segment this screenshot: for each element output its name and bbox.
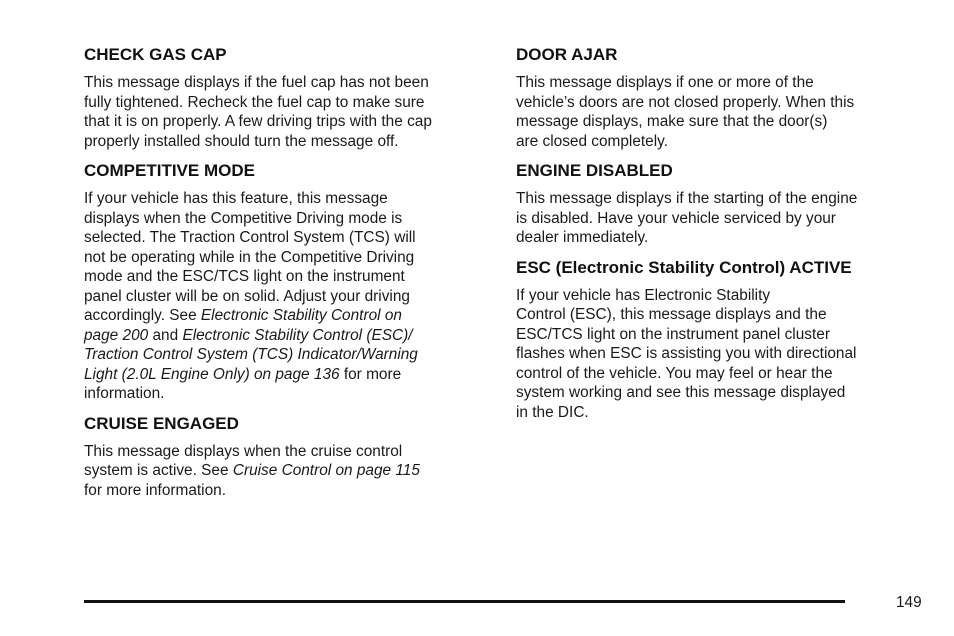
text-line: Control (ESC), this message displays and the	[516, 306, 827, 323]
text-line	[84, 461, 484, 481]
text-line: for more information.	[84, 481, 226, 499]
section-body	[516, 73, 918, 151]
text-line: displays when the Competitive Driving mode is	[84, 209, 403, 227]
text-line: mode and the ESC/TCS light on the instrument	[84, 268, 405, 285]
text-line: properly installed should turn the message off.	[84, 132, 399, 150]
text-line: dealer immediately.	[516, 229, 649, 246]
section-engine-disabled	[516, 160, 918, 248]
cross-reference-link: Cruise Control on page 115	[232, 462, 420, 479]
text-line: selected. The Traction Control System (TCS) will	[84, 229, 416, 246]
section-heading: DOOR AJAR	[516, 45, 618, 64]
text-run: system is active. See	[84, 462, 233, 479]
page-number: 149	[896, 594, 922, 611]
section-heading: ESC (Electronic Stability Control) ACTIVE	[516, 257, 852, 277]
text-run: accordingly. See	[84, 307, 201, 324]
section-heading: CHECK GAS CAP	[84, 45, 227, 64]
text-line	[84, 365, 484, 385]
text-line: message displays, make sure that the door(s)	[516, 113, 828, 130]
section-door-ajar	[516, 44, 918, 151]
cross-reference-link: Electronic Stability Control (ESC)/	[182, 326, 413, 344]
section-heading: ENGINE DISABLED	[516, 161, 673, 180]
text-line: This message displays if the fuel cap has not been	[84, 74, 429, 91]
footer-divider	[84, 600, 845, 603]
text-run: and	[148, 326, 183, 344]
text-line: system working and see this message displayed	[516, 384, 846, 401]
section-check-gas-cap	[84, 44, 484, 151]
text-line: This message displays when the cruise control	[84, 442, 403, 460]
cross-reference-link: Light (2.0L Engine Only) on page 136	[84, 365, 340, 383]
text-line: that it is on properly. A few driving trips with the cap	[84, 113, 432, 130]
section-heading: CRUISE ENGAGED	[84, 413, 239, 433]
section-esc-active	[516, 257, 918, 423]
section-cruise-engaged	[84, 413, 484, 501]
text-line: ESC/TCS light on the instrument panel cluster	[516, 325, 830, 343]
text-line: panel cluster will be on solid. Adjust your driving	[84, 287, 410, 305]
text-line: vehicle’s doors are not closed properly. When this	[516, 93, 855, 111]
text-line: in the DIC.	[516, 403, 589, 421]
section-body	[84, 73, 484, 151]
text-line: This message displays if the starting of the engine	[516, 190, 858, 207]
text-line	[84, 306, 484, 326]
cross-reference-link: Electronic Stability Control on	[200, 307, 402, 324]
text-line: control of the vehicle. You may feel or hear the	[516, 364, 833, 382]
text-line: information.	[84, 385, 165, 402]
text-line: This message displays if one or more of the	[516, 74, 814, 91]
text-line: If your vehicle has Electronic Stability	[516, 286, 771, 304]
cross-reference-link: page 200	[84, 326, 149, 344]
section-body	[84, 442, 484, 501]
section-competitive-mode	[84, 160, 484, 404]
text-line: If your vehicle has this feature, this message	[84, 190, 388, 207]
text-line	[84, 326, 484, 346]
left-column	[84, 44, 484, 509]
text-run: for more	[339, 365, 402, 383]
text-line: fully tightened. Recheck the fuel cap to make sure	[84, 93, 425, 111]
right-column	[516, 44, 918, 431]
text-line: is disabled. Have your vehicle serviced by your	[516, 209, 836, 227]
section-heading: COMPETITIVE MODE	[84, 161, 255, 180]
cross-reference-link: Traction Control System (TCS) Indicator/Warning	[84, 346, 418, 363]
section-body	[84, 189, 484, 404]
text-line: not be operating while in the Competitive Driving	[84, 248, 415, 266]
text-line: flashes when ESC is assisting you with directional	[516, 345, 857, 362]
section-body	[516, 286, 918, 423]
section-body	[516, 189, 918, 248]
text-line: are closed completely.	[516, 132, 668, 150]
